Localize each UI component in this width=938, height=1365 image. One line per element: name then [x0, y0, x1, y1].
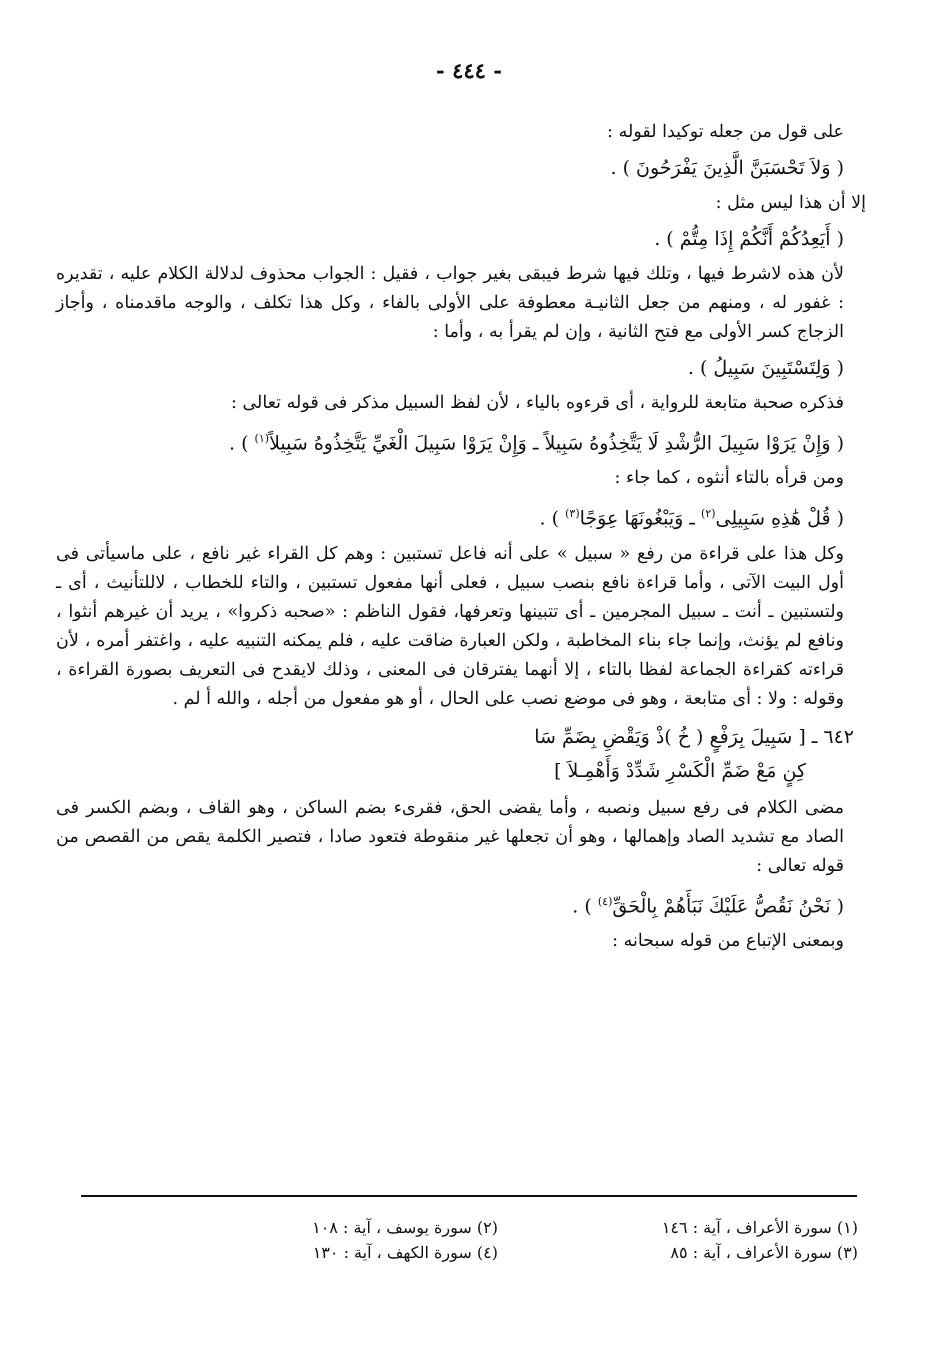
footnote-marker: (١) [254, 432, 270, 445]
footnote-divider [81, 1195, 857, 1197]
quran-verse [56, 418, 866, 464]
text-line: إلا أن هذا ليس مثل : [715, 193, 866, 213]
text-line: ومن قرأه بالتاء أنثوه ، كما جاء : [614, 468, 844, 489]
footnote-4: (٤) سورة الكهف ، آية : ١٣٠ [312, 1243, 498, 1262]
footnotes [138, 1218, 858, 1262]
text-line: وبمعنى الإتباع من قوله سبحانه : [612, 930, 844, 951]
verse-end: ) . [572, 894, 592, 917]
footnote-marker: (٤) [597, 894, 613, 908]
verse-text: ( وَإِنْ يَرَوْا سَبِيلَ الرُّشْدِ لَا يَتَّخِذُوهُ سَبِيلاً ـ وَإِنْ يَرَوْا سَبِيلَ الْغَيِّ يَتَّخِذُوهُ سَبِيلاً [269, 432, 844, 455]
footnote-marker: (٢) [701, 507, 716, 521]
paragraph: وكل هذا على قراءة من رفع « سبيل » على أنه فاعل تستبين : وهم كل القراء غير نافع ، على ماسيأتى فى أول البيت الآتى ، وأما قراءة نافع بنصب سبيل ، فعلى أنها مفعول تستبين ، والتاء للخطاب ، لاللتأنيث ، أى ـ ولتستبين ـ أنت ـ سبيل المجرمين ـ أى تتبينها وتعرفها، فقول الناظم : «صحبه ذكروا» ، يريد أن غيرهم أنثوا ، ونافع لم يؤنث، وإنما جاء بناء المخاطبة ، ولكن العبارة ضاقت عليه ، فلم يمكنه التنبيه عليه ، واغتفر أمره ، لأن قراءته كقراءة الجماعة لفظا بالتاء ، إلا أنهما يفترقان فى المعنى ، وذلك لايقدح فى التعريف بصورة القراءة ، وقوله : ولا : أى متابعة ، وهو فى موضع نصب على الحال ، أو هو مفعول من أجله ، والله أ لم . [56, 543, 844, 709]
paragraph: فذكره صحبة متابعة للرواية ، أى قرءوه بالياء ، لأن لفظ السبيل مذكر فى قوله تعالى : [231, 393, 844, 413]
quran-verse: ( وَلِتَسْتَبِينَ سَبِيلُ ) . [687, 357, 844, 379]
paragraph: مضى الكلام فى رفع سبيل ونصبه ، وأما يقضى الحق، فقرىء بضم الساكن ، وهو القاف ، وبضم الكسر فى الصاد مع تشديد الصاد وإهمالها ، وهو أن تجعلها غير منقوطة فتعود صادا ، فتصير الكلمة يقص من القصص من قوله تعالى : [56, 797, 844, 876]
footnote-marker: (٣) [565, 507, 580, 521]
footnote-2: (٢) سورة يوسف ، آية : ١٠٨ [312, 1218, 498, 1237]
quran-verse [56, 881, 866, 927]
footnote-1: (١) سورة الأعراف ، آية : ١٤٦ [661, 1218, 858, 1237]
verse-text: ( قُلْ هَٰذِهِ سَبِيلِى [715, 507, 844, 530]
poem-verse-first-half: ٦٤٢ ـ [ سَبِيلَ بِرَفْعٍ ( خُ )ذْ وَيَقْضِ بِضَمِّ سَا [534, 725, 854, 748]
poem-verse-second-half: كِنٍ مَعْ ضَمِّ الْكَسْرِ شَدِّدْ وَأَهْمِـلاَ ] [554, 759, 806, 782]
page-number: - ٤٤٤ - [436, 58, 502, 83]
footnote-3: (٣) سورة الأعراف ، آية : ٨٥ [670, 1243, 858, 1262]
quran-verse [56, 493, 866, 539]
verse-end: ) . [229, 432, 249, 455]
text-line: على قول من جعله توكيدا لقوله : [607, 122, 844, 142]
main-text [56, 118, 866, 956]
verse-text: ـ وَيَبْغُونَهَا عِوَجًا [579, 507, 695, 530]
paragraph: لأن هذه لاشرط فيها ، وتلك فيها شرط فيبقى بغير جواب ، فقيل : الجواب محذوف لدلالة الكلام عليه ، تقديره : غفور له ، ومنهم من جعل الثانيـة معطوفة على الأولى بالفاء ، وكل هذا تكلف ، والوجه ماقدمناه ، وأجاز الزجاج كسر الأولى مع فتح الثانية ، وإن لم يقرأ به ، وأما : [56, 264, 844, 342]
quran-verse: ( وَلاَ تَحْسَبَنَّ الَّذِينَ يَفْرَحُونَ ) . [610, 157, 844, 179]
quran-verse: ( أَيَعِدُكُمْ أَنَّكُمْ إِذَا مِتُّمْ ) . [654, 228, 844, 250]
verse-text: ( نَحْنُ نَقُصُّ عَلَيْكَ نَبَأَهُمْ بِالْحَقِّ [612, 894, 844, 917]
verse-end: ) . [539, 507, 560, 530]
